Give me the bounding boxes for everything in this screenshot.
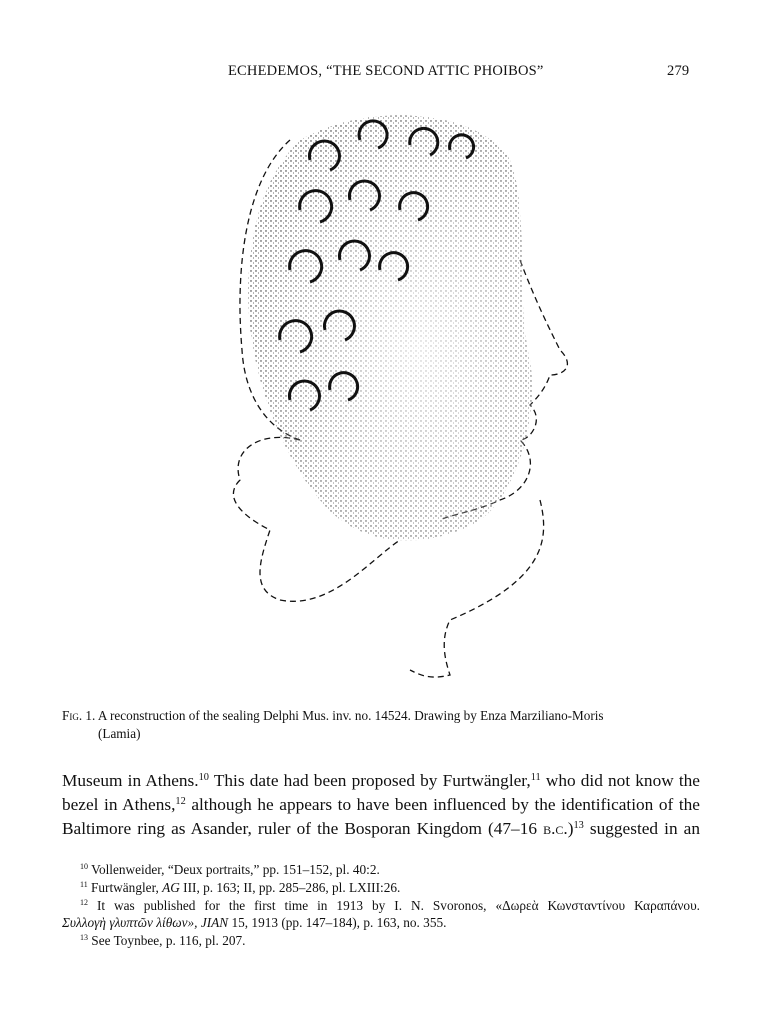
figure-caption xyxy=(62,708,604,724)
footnote-10: $^{10}$ Vollenweider, “Deux portraits,” pp. 151–152, pl. 40:2. xyxy=(80,862,380,877)
running-title: ECHEDEMOS, “THE SECOND ATTIC PHOIBOS” xyxy=(228,63,544,79)
caption-text-2: (Lamia) xyxy=(98,726,141,741)
body-line-1: Museum in Athens.$^{10}$ This date had been proposed by Furtwängler,$^{11}$ who did not know the xyxy=(62,771,700,790)
caption-text: A reconstruction of the sealing Delphi Mus. inv. no. 14524. Drawing by Enza Marziliano-Moris xyxy=(97,708,604,723)
footnote-13: $^{13}$ See Toynbee, p. 116, pl. 207. xyxy=(80,933,246,948)
caption-label: Fig. 1. xyxy=(62,708,96,723)
page-number: 279 xyxy=(667,63,690,79)
footnote-12-cont: Συλλογὴ γλυπτῶν λίθων», JIAN 15, 1913 (pp. 147–184), p. 163, no. 355. xyxy=(62,915,447,930)
portrait-drawing xyxy=(150,100,670,690)
body-line-3: Baltimore ring as Asander, ruler of the Bosporan Kingdom (47–16 b.c.)$^{13}$ suggested in an xyxy=(62,819,700,838)
body-line-2: bezel in Athens,$^{12}$ although he appears to have been influenced by the identification of the xyxy=(62,795,700,814)
stippled-face xyxy=(248,115,532,540)
footnote-12: $^{12}$ It was published for the first time in 1913 by I. N. Svoronos, «Δωρεὰ Κωνσταντίνου Καραπάνου. xyxy=(80,898,700,913)
footnote-11: $^{11}$ Furtwängler, AG III, p. 163; II, pp. 285–286, pl. LXIII:26. xyxy=(80,880,401,895)
